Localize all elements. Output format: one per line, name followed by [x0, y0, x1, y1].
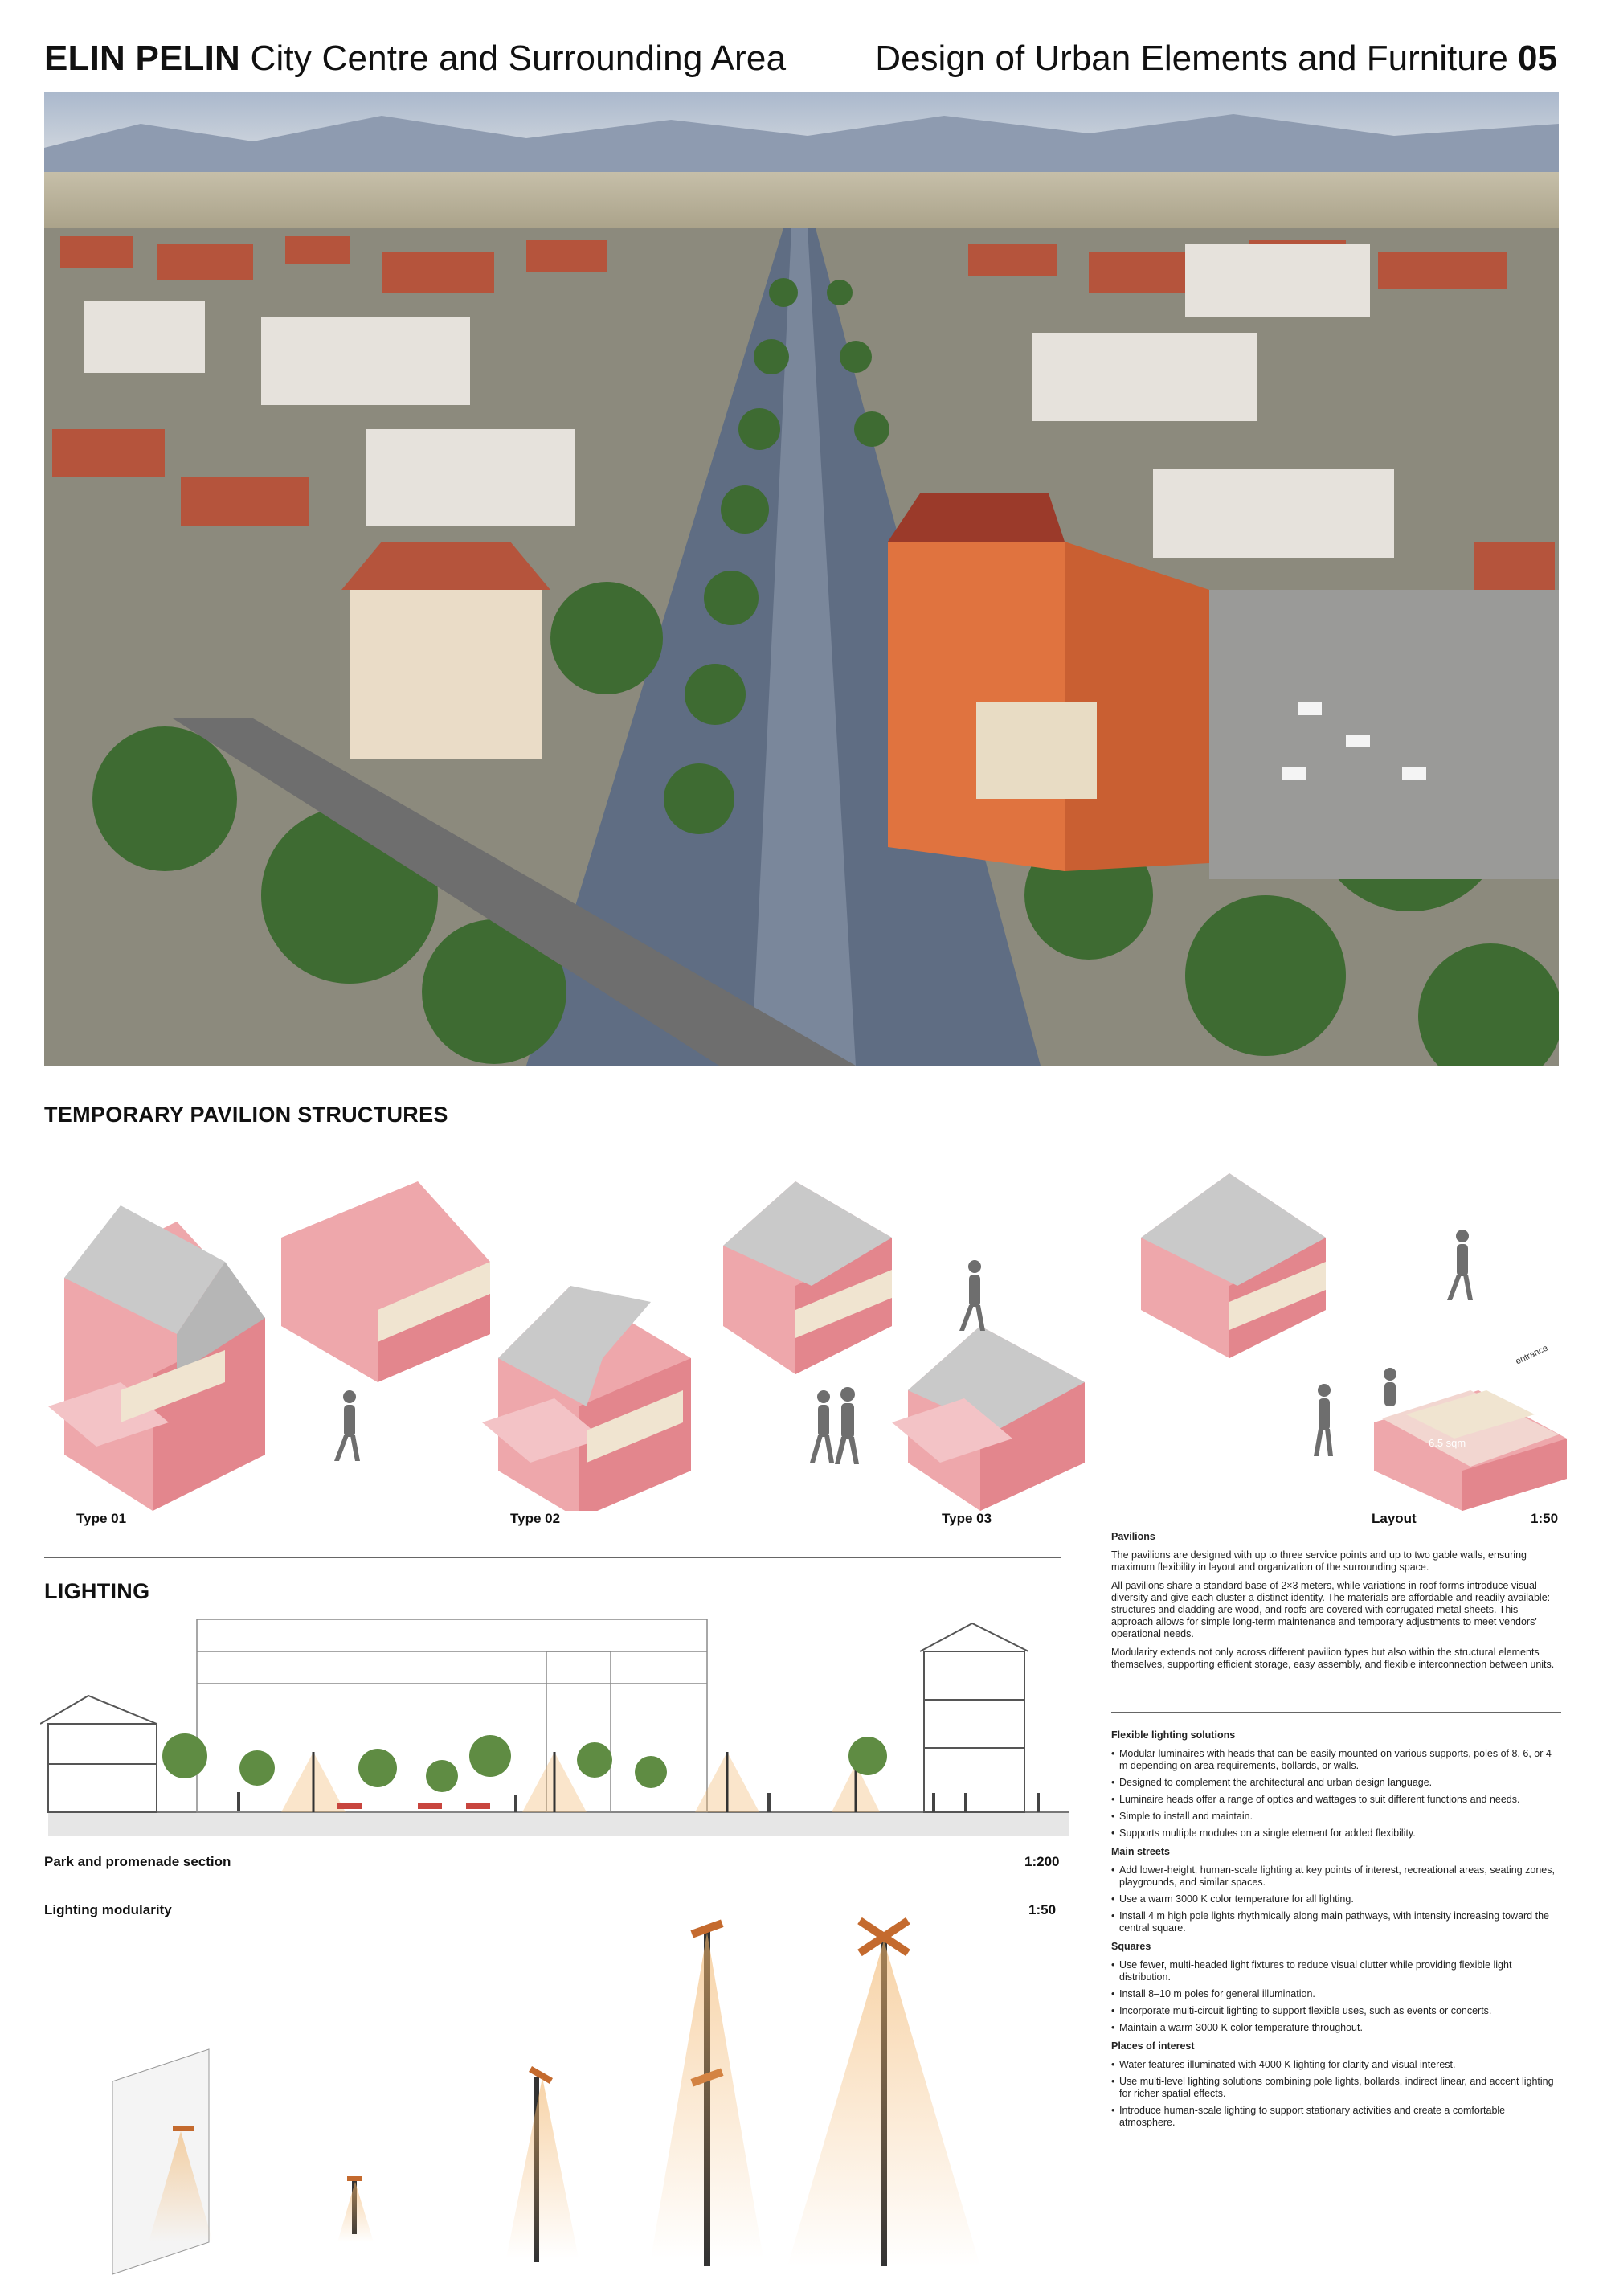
section-divider [44, 1557, 1061, 1558]
pavilion-type-02 [482, 1286, 691, 1511]
places-heading: Places of interest [1111, 2040, 1195, 2052]
bollard-luminaire [337, 2176, 374, 2242]
aerial-render [44, 92, 1559, 1066]
modularity-scale: 1:50 [1028, 1902, 1057, 1917]
places-item: • Introduce human-scale lighting to support stationary activities and create a comfortable atmosphere. [1111, 2105, 1561, 2129]
pavilions-text-block [1111, 1531, 1561, 1677]
places-item: • Water features illuminated with 4000 K lighting for clarity and visual interest. [1111, 2059, 1561, 2071]
aerial-scene [44, 92, 1559, 1066]
pole-8m-luminaire [651, 1919, 763, 2266]
flexible-item: • Simple to install and maintain. [1111, 1811, 1561, 1823]
pavilions-paragraph: The pavilions are designed with up to three service points and up to two gable walls, ensuring maximum flexibility in layout and organization of the surrounding space. [1111, 1549, 1527, 1573]
section-scale: 1:200 [1024, 1854, 1060, 1869]
caption-type-01: Type 01 [76, 1511, 127, 1526]
sheet-title [875, 39, 1557, 79]
sheet-title-text: Design of Urban Elements and Furniture [875, 39, 1508, 78]
pavilions-section-title: TEMPORARY PAVILION STRUCTURES [44, 1103, 448, 1127]
flexible-item: • Designed to complement the architectural and urban design language. [1111, 1777, 1561, 1789]
wall-luminaire [112, 2049, 213, 2274]
squares-item: • Install 8–10 m poles for general illumination. [1111, 1988, 1561, 2000]
caption-layout: Layout [1372, 1511, 1417, 1526]
walking-person-icon [334, 1390, 360, 1461]
flexible-item: • Modular luminaires with heads that can be easily mounted on various supports, poles of 8, 6, or 4 m depending on area requirements, bollards, or walls. [1111, 1748, 1561, 1772]
squares-heading: Squares [1111, 1941, 1151, 1952]
text-divider [1111, 1712, 1561, 1713]
modularity-caption: Lighting modularity [44, 1902, 172, 1917]
lighting-text-block [1111, 1729, 1561, 2135]
page-title [44, 39, 786, 79]
main-streets-item: • Install 4 m high pole lights rhythmically along main pathways, with intensity increasing toward the central square. [1111, 1910, 1561, 1934]
pavilion-layout-plan [1374, 1390, 1567, 1511]
main-streets-heading: Main streets [1111, 1846, 1170, 1857]
layout-entrance-label: entrance [1514, 1343, 1550, 1367]
pavilion-type-01-b [281, 1181, 490, 1382]
pavilions-paragraph: All pavilions share a standard base of 2×3 meters, while variations in roof forms introduce visual diversity and give each cluster a distinct identity. The materials are affordable and readily available: structures and cladding are wood, and roofs are covered with corrugated metal sheets. This approach allows for simple long-term maintenance and temporary adjustments to meet vendors' operational needs. [1111, 1580, 1551, 1639]
flexible-heading: Flexible lighting solutions [1111, 1729, 1236, 1741]
flexible-item: • Luminaire heads offer a range of optics and wattages to suit different functions and needs. [1111, 1794, 1561, 1806]
title-bold: ELIN PELIN [44, 39, 241, 78]
main-streets-item: • Use a warm 3000 K color temperature for all lighting. [1111, 1893, 1561, 1905]
pavilion-type-01-a [48, 1205, 265, 1511]
section-caption: Park and promenade section [44, 1854, 231, 1869]
pole-multihead-luminaire [787, 1921, 980, 2266]
pavilion-type-03-b [892, 1326, 1085, 1511]
pavilion-type-03-a [723, 1181, 892, 1374]
title-rest: City Centre and Surrounding Area [250, 39, 787, 78]
layout-area-label: 6.5 sqm [1429, 1437, 1466, 1449]
pavilions-paragraph: Modularity extends not only across different pavilion types but also within the structural elements themselves, supporting efficient storage, easy assembly, and flexible interconnection between units. [1111, 1647, 1555, 1670]
squares-item: • Use fewer, multi-headed light fixtures to reduce visual clutter while providing flexible light distribution. [1111, 1959, 1561, 1983]
park-promenade-section-drawing [40, 1595, 1077, 1840]
pole-4m-luminaire [506, 2066, 579, 2262]
pavilion-type-03-c [1141, 1173, 1326, 1358]
lighting-modularity-drawing [72, 1905, 1077, 2282]
pavilion-axonometrics [40, 1149, 1567, 1511]
flexible-item: • Supports multiple modules on a single element for added flexibility. [1111, 1827, 1561, 1840]
main-streets-item: • Add lower-height, human-scale lighting at key points of interest, recreational areas, seating zones, playgrounds, and similar spaces. [1111, 1864, 1561, 1889]
caption-type-02: Type 02 [510, 1511, 561, 1526]
sheet-number: 05 [1518, 39, 1557, 78]
squares-item: • Maintain a warm 3000 K color temperature throughout. [1111, 2022, 1561, 2034]
lighting-section-title: LIGHTING [44, 1579, 150, 1603]
pavilions-heading: Pavilions [1111, 1531, 1155, 1542]
squares-item: • Incorporate multi-circuit lighting to support flexible uses, such as events or concerts. [1111, 2005, 1561, 2017]
pavilions-scale: 1:50 [1531, 1511, 1559, 1526]
caption-type-03: Type 03 [942, 1511, 992, 1526]
places-item: • Use multi-level lighting solutions combining pole lights, bollards, indirect linear, and accent lighting for richer spatial effects. [1111, 2076, 1561, 2100]
